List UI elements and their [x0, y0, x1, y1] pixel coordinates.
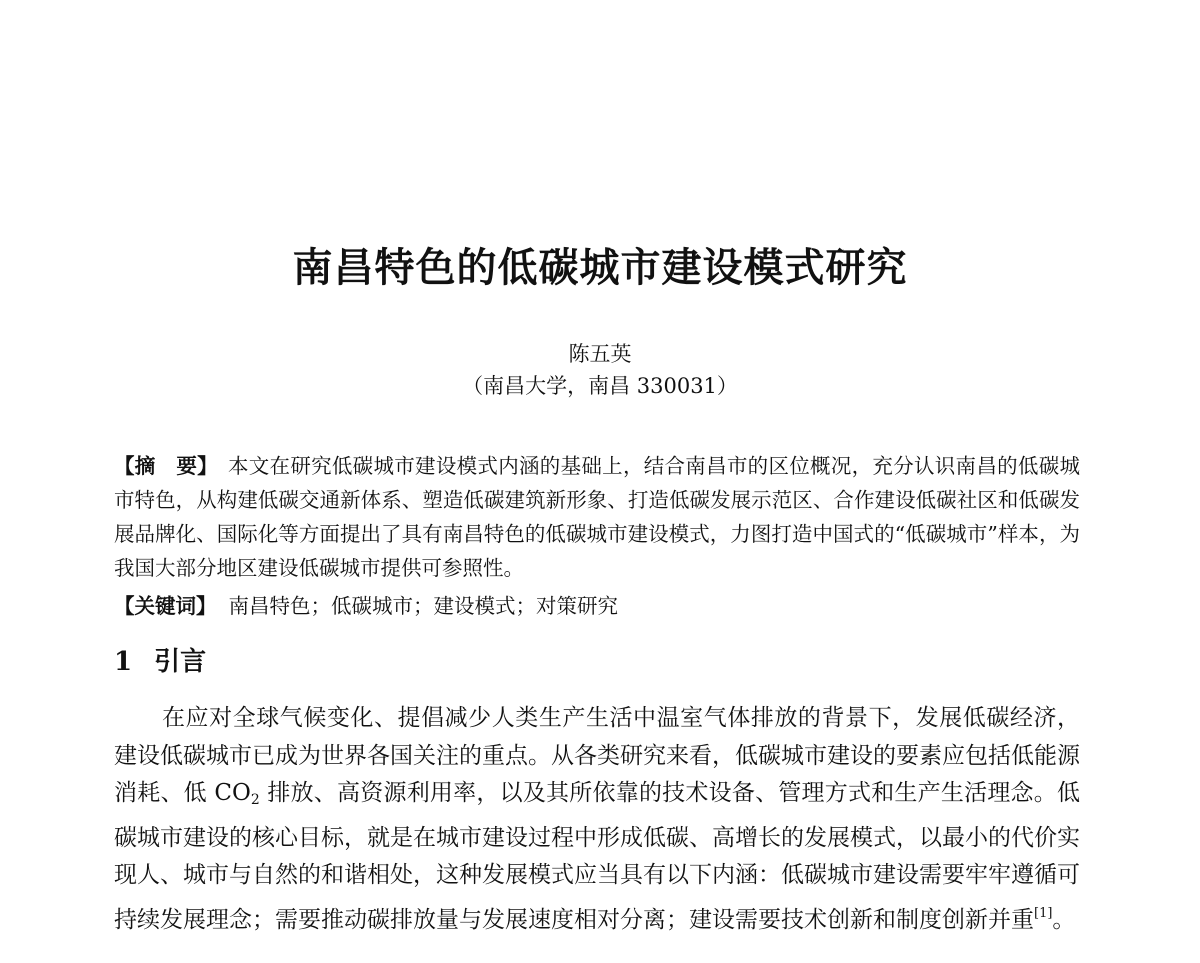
citation-marker[interactable]: [1]	[1034, 905, 1053, 921]
abstract-label: 【摘 要】	[114, 454, 218, 478]
author-name: 陈五英	[568, 342, 632, 366]
abstract-text: 本文在研究低碳城市建设模式内涵的基础上，结合南昌市的区位概况，充分认识南昌的低碳城市特色，从构建低碳交通新体系、塑造低碳建筑新形象、打造低碳发展示范区、合作建设低碳社区和低碳发展品牌化、国际化等方面提出了具有南昌特色的低碳城市建设模式，力图打造中国式的“低碳城市”样本，为我国大部分地区建设低碳城市提供可参照性。	[114, 454, 1081, 580]
intro-paragraph	[114, 700, 1080, 939]
author-affiliation: （南昌大学，南昌 330031）	[462, 374, 738, 398]
paper-title: 南昌特色的低碳城市建设模式研究	[292, 244, 908, 291]
section-title: 引言	[154, 647, 207, 677]
keywords-text: 南昌特色；低碳城市；建设模式；对策研究	[228, 594, 618, 618]
keywords	[114, 589, 1080, 623]
abstract	[114, 449, 1080, 585]
section-heading	[114, 642, 206, 682]
keywords-label: 【关键词】	[114, 594, 217, 618]
intro-text-part2: 排放、高资源利用率，以及其所依靠的技术设备、管理方式和生产生活理念。低碳城市建设的核心目标，就是在城市建设过程中形成低碳、高增长的发展模式，以最小的代价实现人、城市与自然的和谐相处，这种发展模式应当具有以下内涵：低碳城市建设需要牢牢遵循可持续发展理念；需要推动碳排放量与发展速度相对分离；建设需要技术创新和制度创新并重	[114, 780, 1080, 933]
intro-text-part1: 在应对全球气候变化、提倡减少人类生产生活中温室气体排放的背景下，发展低碳经济，建设低碳城市已成为世界各国关注的重点。从各类研究来看，低碳城市建设的要素应包括低能源消耗、低 CO	[114, 705, 1080, 806]
intro-text-end: 。	[1052, 906, 1076, 933]
co2-subscript: 2	[250, 792, 260, 808]
section-number: 1	[114, 647, 133, 677]
